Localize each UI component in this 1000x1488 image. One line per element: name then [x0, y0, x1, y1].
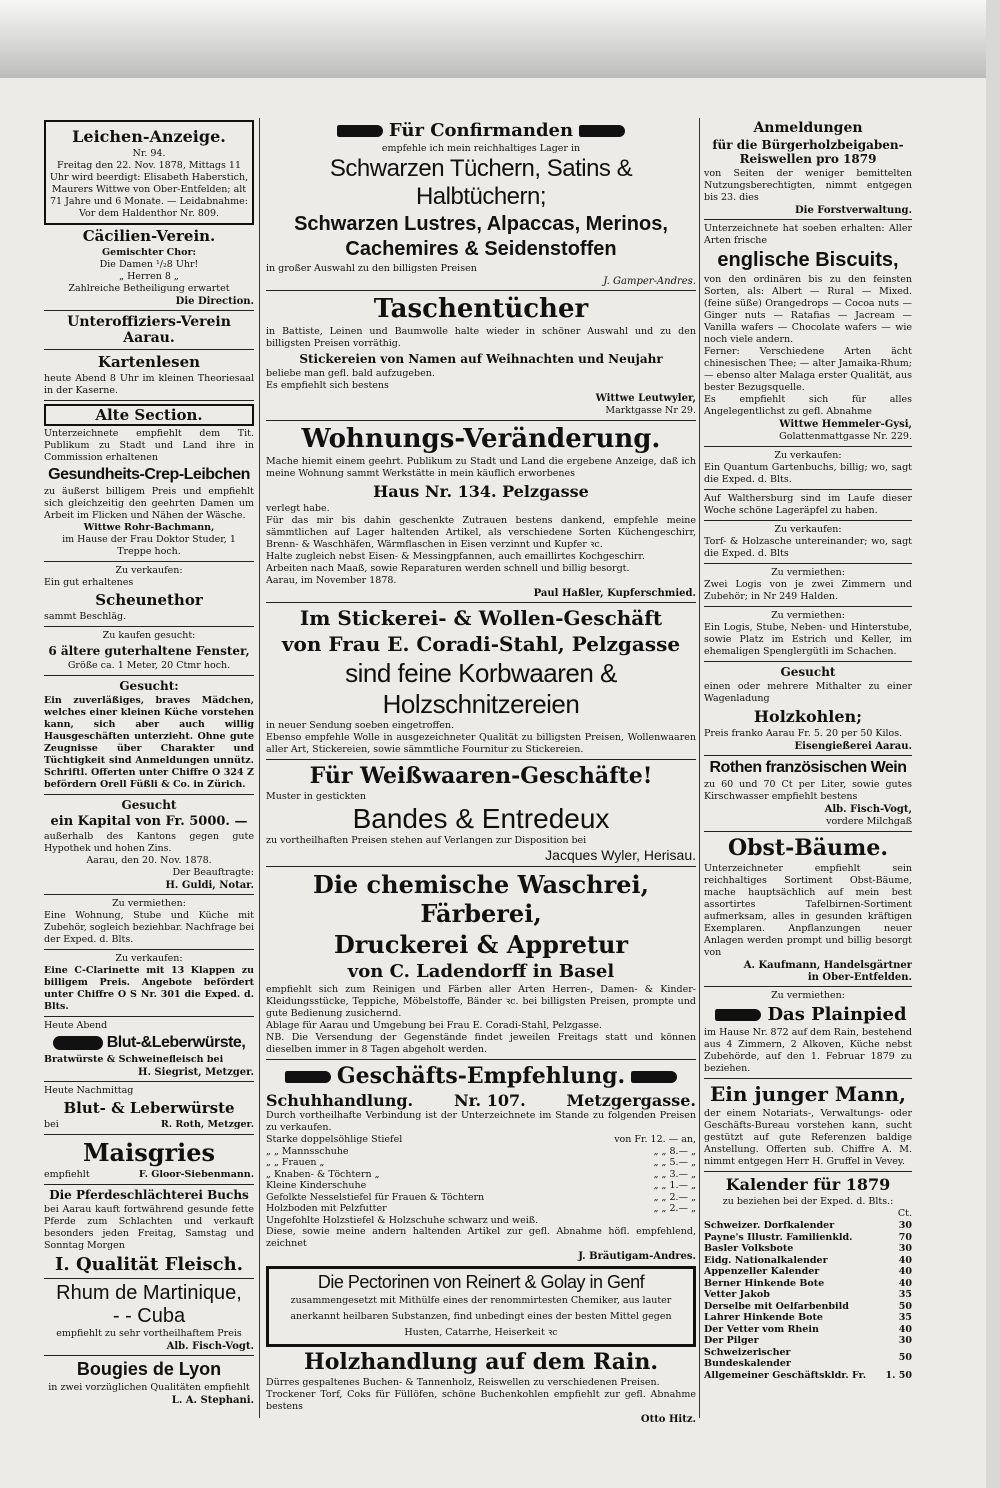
blutwurst-ad-2 [44, 1085, 254, 1131]
ad-title: Zu verkaufen: [774, 450, 842, 461]
price-item: „ „ Mannsschuhe [266, 1145, 349, 1157]
obstbaeume-ad [704, 835, 912, 983]
ad-address: Golattenmattgasse Nr. 229. [779, 431, 912, 442]
kalender-name: Der Vetter vom Rhein [704, 1323, 819, 1335]
holzhandlung-ad [266, 1349, 696, 1425]
logis-ad-2 [704, 610, 912, 658]
kalender-price: 40 [898, 1323, 912, 1335]
ad-headline: sind feine Korbwaaren & Holzschnitzereien [345, 658, 617, 719]
ad-signature: H. Guldi, Notar. [165, 880, 254, 891]
kalender-name: Appenzeller Kalender [704, 1266, 820, 1277]
ad-text: in Battiste, Leinen und Baumwolle halte wieder in schöner Auswahl und zu den billigsten Preisen vorräthig. [266, 326, 696, 349]
blutwurst-ad-1 [44, 1020, 254, 1078]
leichen-anzeige [44, 120, 254, 225]
ad-text: zu beziehen bei der Exped. d. Blts.: [722, 1196, 894, 1207]
price-value: „ „ 2.— „ [653, 1203, 696, 1214]
ad-signature: Eisengießerei Aarau. [794, 741, 912, 752]
kalender-price: 50 [898, 1300, 912, 1312]
ad-line: Muster in gestickten [266, 791, 366, 802]
ad-signature: R. Roth, Metzger. [160, 1119, 254, 1130]
ad-line: Zahlreiche Betheiligung erwartet [68, 283, 230, 294]
wohnung-vermiethen-ad [44, 898, 254, 946]
kalender-name: Berner Hinkende Bote [704, 1277, 825, 1289]
price-value: „ „ 8.— „ [653, 1145, 696, 1157]
ad-text: Torf- & Holzasche untereinander; wo, sagt die Exped. d. Blts [704, 536, 912, 559]
kalender-price: 30 [898, 1243, 912, 1254]
ad-line: „ Herren 8 „ [119, 271, 179, 282]
page-top-shadow [0, 0, 1000, 78]
kalender-row [704, 1255, 912, 1267]
ad-headline: Das Plainpied [767, 1004, 907, 1025]
kalender-row [704, 1243, 912, 1255]
kalender-price: 50 [898, 1352, 912, 1364]
ad-headline: Blut- & Leberwürste [63, 1099, 235, 1117]
kalender-row [704, 1335, 912, 1347]
ad-title: Für Confirmanden [388, 120, 574, 141]
ad-headline: Kalender für 1879 [725, 1175, 891, 1194]
kartenlesen-ad [44, 353, 254, 397]
maisgries-ad [44, 1138, 254, 1181]
ad-text: Unterzeichnete hat soeben erhalten: Aller Arten frische [704, 223, 912, 246]
ad-headline: englische Biscuits, [717, 249, 899, 271]
ad-signature: J. Gamper-Andres. [603, 276, 696, 287]
ad-line: sammt Beschläg. [44, 611, 127, 622]
ad-headline: Maisgries [82, 1138, 216, 1167]
kalender-price: 40 [898, 1277, 912, 1289]
ad-headline: Rhum de Martinique, [56, 1282, 242, 1304]
ad-text: Eine Wohnung, Stube und Küche mit Zubehör, sogleich beziehbar. Nachfrage bei der Exped. d. Blts. [44, 910, 254, 945]
ad-text: in zwei vorzüglichen Qualitäten empfiehlt [48, 1382, 250, 1393]
ad-line: zu vortheilhaften Preisen stehen auf Verlangen zur Disposition bei [266, 835, 587, 846]
ad-line: für die Bürgerholzbeigaben-Reiswellen pro 1879 [712, 138, 904, 166]
ad-text: Ein Logis, Stube, Neben- und Hinterstube, sowie Platz im Estrich und Keller, im ehemaligen Spenglergütli im Schachen. [704, 622, 912, 657]
ad-line: empfiehlt [44, 1169, 90, 1180]
ad-headline: Scheunethor [95, 591, 203, 609]
pointing-hand-icon [337, 125, 383, 137]
ad-headline: Cachemires & Seidenstoffen [345, 238, 617, 260]
ad-text: empfiehlt sich zum Reinigen und Färben aller Arten Herren-, Damen- & Kinder-Kleidungsstücke, Teppiche, Möbelstoffe, Bänder ꝛc. bei billigsten Preisen, prompte und gute Bedienung zusichernd. Ablage für Aarau und Umgebung bei Frau E. Coradi-Stahl, Pelzgasse. NB. Die Versendung der Gegenstände findet jeweilen Freitags statt und können dieselben immer in 8 Tagen abgeholt werden. [266, 984, 696, 1055]
price-value: „ „ 3.— „ [653, 1168, 696, 1180]
ad-title: Cäcilien-Verein. [82, 227, 216, 245]
ad-text: einen oder mehrere Mithalter zu einer Wagenladung [704, 681, 912, 704]
price-item: Gefolkte Nesselstiefel für Frauen & Töchtern [266, 1191, 485, 1203]
ad-headline: Metzgergasse. [566, 1091, 696, 1110]
waescherei-ad [266, 870, 696, 1056]
price-item: Starke doppelsöhlige Stiefel [266, 1134, 403, 1145]
caecilien-ad [44, 227, 254, 307]
ad-headline: Bandes & Entredeux [352, 803, 610, 834]
walthersburg-ad: Auf Walthersburg sind im Laufe dieser Woche schöne Lageräpfel zu haben. [704, 493, 912, 516]
ad-title: Zu vermiethen: [771, 567, 845, 578]
ad-title: Gesucht [780, 665, 836, 679]
pferdeschlaechterei-ad [44, 1188, 254, 1275]
ad-title: Kartenlesen [97, 353, 201, 371]
ad-text: von den ordinären bis zu den feinsten Sorten, als: Albert — Rural — Mixed. (feine süße) Orangedrops — Cocoa nuts — Ginger nuts — Ratafias — Jacream — Vanilla wafers — Chocolate wafers — wie noch viele andern. Ferner: Verschiedene Arten ächt chinesischen Thee; — alter Jamaika-Rhum; — ebenso alter Malaga erster Qualität, aus bester Bezugsquelle. Es empfiehlt sich für alles Angelegentlichst zu gefl. Abnahme [704, 274, 912, 417]
ad-signature: Alb. Fisch-Vogt. [166, 1341, 254, 1352]
ad-headline: Obst-Bäume. [727, 835, 888, 861]
ad-text: empfiehlt zu sehr vortheilhaftem Preis [56, 1328, 242, 1339]
price-value: „ „ 5.— „ [653, 1157, 696, 1168]
price-item: „ Knaben- & Töchtern „ [266, 1168, 380, 1180]
ad-title: Zu verkaufen: [115, 565, 183, 576]
kalender-row [704, 1289, 912, 1301]
price-table [266, 1134, 696, 1226]
rhum-ad [44, 1282, 254, 1352]
kalender-list [704, 1220, 912, 1381]
ad-text: Durch vortheilhafte Verbindung ist der Unterzeichnete im Stande zu folgenden Preisen zu verkaufen. [266, 1110, 696, 1133]
ad-line: in großer Auswahl zu den billigsten Preisen [266, 263, 477, 274]
ad-headline: - - Cuba [112, 1305, 186, 1327]
price-item: Ungefohlte Holzstiefel & Holzschuhe schwarz und weiß. [266, 1214, 539, 1226]
ad-title: Anmeldungen [753, 120, 863, 136]
column-rule [259, 118, 260, 1418]
bougies-ad [44, 1359, 254, 1406]
ad-title: Zu kaufen gesucht: [102, 630, 196, 641]
ad-text: in neuer Sendung soeben eingetroffen. Ebenso empfehle Wolle in ausgezeichneter Qualität zu billigsten Preisen, Wollenwaaren aller Art, Stickereien, sowie sämmtliche Fournitur zu Stickereien. [266, 720, 696, 755]
scheunethor-ad [44, 565, 254, 623]
ad-headline: Blut-&Leberwürste, [106, 1034, 246, 1051]
price-row [266, 1146, 696, 1158]
ad-line: Heute Nachmittag [44, 1085, 134, 1096]
junger-mann-ad [704, 1082, 912, 1168]
ad-text: bei Aarau kauft fortwährend gesunde fette Pferde zum Schlachten und verkauft besonders jeden Freitag, Samstag und Sonntag Morgen [44, 1204, 254, 1251]
ad-text: Diese, sowie meine andern haltenden Artikel zur gefl. Abnahme höfl. empfehlend, zeichnet [266, 1226, 696, 1249]
price-row [266, 1192, 696, 1204]
ad-text: der einem Notariats-, Verwaltungs- oder Geschäfts-Bureau vorstehen kann, sucht gestützt auf gute Referenzen baldige Anstellung. Offerten sub. Chiffre A. M. nimmt entgegen Herr H. Gruffel in Vevey. [704, 1108, 912, 1167]
left-column [44, 118, 254, 1407]
kalender-price: 70 [898, 1231, 912, 1243]
biscuits-ad [704, 223, 912, 443]
kalender-name: Der Pilger [704, 1335, 759, 1346]
kalender-price: 30 [898, 1335, 912, 1346]
ad-headline: Im Stickerei- & Wollen-Geschäft [299, 606, 663, 630]
ad-headline: Haus Nr. 134. Pelzgasse [373, 482, 589, 501]
price-value: von Fr. 12. — an, [614, 1134, 696, 1145]
price-value: „ „ 1.— „ [653, 1180, 696, 1191]
ad-line: Die Damen ¹/₂8 Uhr! [99, 259, 199, 270]
ad-address: Marktgasse Nr 29. [605, 405, 696, 416]
kalender-name: Allgemeiner Geschäftskldr. Fr. [704, 1369, 867, 1381]
ad-text: im Hause Nr. 872 auf dem Rain, bestehend aus 4 Zimmern, 2 Alkoven, Küche nebst Zubehörde, auf den 1. Februar 1879 zu beziehen. [704, 1027, 912, 1074]
ad-title: Holzhandlung auf dem Rain. [303, 1349, 659, 1375]
ad-headline: 6 ältere guterhaltene Fenster, [48, 644, 250, 658]
ad-signature: F. Gloor-Siebenmann. [138, 1169, 254, 1180]
ad-signature: Alb. Fisch-Vogt, [824, 804, 912, 815]
gartenbuchs-ad [704, 450, 912, 486]
ad-text: außerhalb des Kantons gegen gute Hypothek und hohen Zins. [44, 831, 254, 854]
ad-text: Preis franko Aarau Fr. 5. 20 per 50 Kilos. [704, 728, 903, 739]
pointing-hand-icon [715, 1009, 761, 1021]
ad-headline: Gesundheits-Crep-Leibchen [48, 466, 250, 483]
ad-headline: Die Pectorinen von Reinert & Golay in Genf [317, 1272, 645, 1292]
ad-line: Ein gut erhaltenes [44, 577, 134, 588]
kalender-price: 1. 50 [885, 1369, 912, 1381]
ad-number: Nr. 94. [132, 148, 166, 159]
ad-headline: Bougies de Lyon [76, 1359, 222, 1379]
gesucht-maedchen-ad [44, 679, 254, 791]
center-column [266, 118, 696, 1426]
kalender-row [704, 1301, 912, 1313]
ad-signature: L. A. Stephani. [171, 1395, 254, 1406]
ad-title: Taschentücher [373, 294, 589, 324]
right-column [704, 118, 912, 1381]
logis-ad-1 [704, 567, 912, 603]
ad-title: Zu vermiethen: [112, 898, 186, 909]
price-row [266, 1215, 696, 1227]
price-item: „ „ Frauen „ [266, 1157, 325, 1168]
ad-line: Bratwürste & Schweinefleisch bei [44, 1054, 224, 1065]
ad-text: zu äußerst billigem Preis und empfiehlt sich gleichzeitig den geehrten Damen um Arbeit im Flicken und Nähen der Wäsche. [44, 486, 254, 521]
ad-text: verlegt habe. Für das mir bis dahin geschenkte Zutrauen bestens dankend, empfehle meine sämmtlichen auf Lager haltenden Artikel, als verschiedene Sorten Küchengeschirr, Brenn- & Waschhäfen, Wärmflaschen in Eisen verzinnt und Kupfer ꝛc. Halte zugleich nebst Eisen- & Messingpfannen, auch emaillirtes Kochgeschirr. Arbeiten nach Maaß, sowie Reparaturen werden schnell und billig besorgt. Aarau, im November 1878. [266, 503, 696, 586]
ad-title: Gesucht [121, 798, 177, 812]
taschentuecher-ad [266, 294, 696, 417]
ad-headline: von Frau E. Coradi-Stahl, Pelzgasse [281, 632, 681, 656]
price-row [266, 1180, 696, 1192]
ad-title: Wohnungs-Veränderung. [301, 424, 661, 454]
ad-text: Ein Quantum Gartenbuchs, billig; wo, sagt die Exped. d. Blts. [704, 462, 912, 485]
ad-signature: Paul Haßler, Kupferschmied. [533, 588, 696, 599]
ad-signature: Otto Hitz. [640, 1414, 696, 1425]
ad-signature: Wittwe Leutwyler, [595, 393, 696, 404]
ad-line: beliebe man gefl. bald aufzugeben. [266, 368, 435, 379]
kapital-ad [44, 798, 254, 891]
anmeldungen-ad [704, 120, 912, 216]
kalender-name: Payne's Illustr. Familienkld. [704, 1231, 853, 1243]
ad-address: im Hause der Frau Doktor Studer, 1 Treppe hoch. [62, 534, 236, 557]
ad-headline: Schwarzen Lustres, Alpaccas, Merinos, [294, 213, 668, 235]
ad-text: Ein zuverläßiges, braves Mädchen, welches einer kleinen Küche vorstehen kann, sich aber auch willig Hausgeschäften unterzieht. Ohne gute Zeugnisse über Charakter und Tüchtigkeit sind Anmeldungen unnütz. Schriftl. Offerten unter Chiffre O 324 Z befördern Orell Füßli & Co. in Zürich. [44, 695, 254, 790]
ad-line: Größe ca. 1 Meter, 20 Ctmr hoch. [67, 660, 231, 671]
pectorinen-ad [266, 1266, 696, 1347]
pointing-hand-icon [631, 1071, 677, 1083]
ad-signature: Wittwe Hemmeler-Gysi, [779, 419, 912, 430]
ad-subtitle: empfehle ich mein reichhaltiges Lager in [381, 143, 581, 154]
ad-headline: Holzkohlen; [753, 707, 863, 726]
ad-text: heute Abend 8 Uhr im kleinen Theoriesaal in der Kaserne. [44, 373, 254, 396]
kalender-row [704, 1278, 912, 1290]
ad-line: Stickereien von Namen auf Weihnachten und Neujahr [299, 352, 663, 366]
kalender-name: Derselbe mit Oelfarbenbild [704, 1300, 849, 1312]
ad-headline: I. Qualität Fleisch. [55, 1254, 243, 1275]
schuhhandlung-ad [266, 1063, 696, 1262]
ad-title: Zu verkaufen: [774, 524, 842, 535]
kalender-name: Lahrer Hinkende Bote [704, 1312, 823, 1323]
holzkohlen-ad [704, 665, 912, 752]
ad-title: Leichen-Anzeige. [72, 127, 226, 146]
price-row [266, 1169, 696, 1181]
ad-title: Zu vermiethen: [771, 990, 845, 1001]
ad-headline: Rothen französischen Wein [709, 759, 907, 776]
kalender-name: Schweizer. Dorfkalender [704, 1220, 835, 1231]
ad-address: vordere Milchgaß [826, 816, 912, 827]
pointing-hand-icon [285, 1071, 331, 1083]
ad-signature: A. Kaufmann, Handelsgärtner [743, 960, 912, 971]
kalender-name: Vetter Jakob [704, 1289, 770, 1300]
ad-signature: Wittwe Rohr-Bachmann, [83, 522, 215, 533]
ad-text: Unterzeichneter empfiehlt sein reichhaltiges Sortiment Obst-Bäume, mache hauptsächlich auf mein best assortirtes Tafelbirnen-Sortiment aufmerksam, alles in gesunden kräftigen Exemplaren. Anpflanzungen neuer Anlagen werden prompt und billig besorgt von [704, 863, 912, 958]
wohnungs-veraenderung-ad [266, 424, 696, 599]
price-row [266, 1157, 696, 1169]
confirmanden-ad [266, 120, 696, 287]
price-item: Holzboden mit Pelzfutter [266, 1203, 387, 1214]
ad-title: Für Weißwaaren-Geschäfte! [309, 763, 653, 789]
ad-headline: Schwarzen Tüchern, Satins & Halbtüchern; [329, 155, 633, 210]
kalender-row [704, 1232, 912, 1244]
kalender-row [704, 1324, 912, 1336]
ad-text: Unterzeichnete empfiehlt dem Tit. Publikum zu Stadt und Land ihre in Commission erhaltenen [44, 428, 254, 463]
ad-text: zu 60 und 70 Ct per Liter, sowie gutes Kirschwasser empfiehlt bestens [704, 779, 912, 802]
ad-title: Geschäfts-Empfehlung. [336, 1063, 626, 1089]
ad-text: Eine C-Clarinette mit 13 Klappen zu billigem Preis. Angebote befördert unter Chiffre O S Nr. 301 die Exped. d. Blts. [44, 965, 254, 1012]
ad-headline: Schuhhandlung. [266, 1091, 414, 1110]
kalender-price: 35 [898, 1289, 912, 1300]
kalender-name: Schweizerischer Bundeskalender [704, 1346, 791, 1369]
ad-text: von Seiten der weniger bemittelten Nutzungsberechtigten, nimmt entgegen bis 23. dies [704, 168, 912, 203]
ad-line: Aarau, den 20. Nov. 1878. [86, 855, 212, 866]
torfasche-ad [704, 524, 912, 560]
ad-text: zusammengesetzt mit Mithülfe eines der renommirtesten Chemiker, aus lauter anerkannt heilbaren Substanzen, find unbedingt eines der besten Mittel gegen Husten, Catarrhe, Heiserkeit ꝛc [290, 1295, 672, 1338]
ad-signature: Die Forstverwaltung. [794, 205, 912, 216]
ad-text: Freitag den 22. Nov. 1878, Mittags 11 Uhr wird beerdigt: Elisabeth Haberstich, Maurers Wittwe von Ober-Entfelden; alt 71 Jahre und 6 Monate. — Leidabnahme: Vor dem Haldenthor Nr. 809. [49, 160, 249, 219]
kalender-price: 40 [898, 1266, 912, 1277]
ad-title: Alte Section. [44, 404, 254, 426]
ad-signature: Die Direction. [175, 296, 254, 307]
ad-signature: Jacques Wyler, Herisau. [545, 847, 696, 863]
ad-title: Zu verkaufen: [115, 953, 183, 964]
ad-signature: H. Siegrist, Metzger. [138, 1067, 254, 1078]
ad-headline: Ein junger Mann, [709, 1082, 906, 1106]
price-row [266, 1134, 696, 1146]
sausage-illustration [53, 1036, 103, 1050]
ad-headline: Druckerei & Appretur [333, 930, 629, 959]
ad-headline: Die chemische Waschrei, Färberei, [313, 870, 649, 928]
kalender-name: Eidg. Nationalkalender [704, 1254, 828, 1266]
clarinette-ad [44, 953, 254, 1013]
column-rule [699, 118, 700, 1418]
ad-address: in Ober-Entfelden. [807, 972, 912, 983]
unteroffiziers-title: Unteroffiziers-Verein Aarau. [67, 314, 231, 346]
price-item: Kleine Kinderschuhe [266, 1180, 367, 1191]
plainpied-ad [704, 990, 912, 1075]
ad-title: Die Pferdeschlächterei Buchs [49, 1188, 249, 1202]
ad-headline: ein Kapital von Fr. 5000. — [50, 814, 248, 829]
ad-text: Zwei Logis von je zwei Zimmern und Zubehör; in Nr 249 Halden. [704, 579, 912, 602]
ad-subtitle: Gemischter Chor: [102, 247, 196, 258]
kalender-row [704, 1347, 912, 1370]
ad-text: Mache hiemit einem geehrt. Publikum zu Stadt und Land die ergebene Anzeige, daß ich meine Wohnung sammt Werkstätte in mein käuflich erworbenes [266, 456, 696, 479]
ad-text: Dürres gespaltenes Buchen- & Tannenholz, Reiswellen zu verschiedenen Preisen. Trockener Torf, Coks für Füllöfen, schöne Buchenkohlen empfiehlt zur gefl. Abnahme bestens [266, 1377, 696, 1412]
pointing-hand-icon [579, 125, 625, 137]
price-value: „ „ 2.— „ [653, 1191, 696, 1203]
price-value [597, 1215, 696, 1227]
ad-line: Der Beauftragte: [172, 867, 254, 878]
ad-line: bei [44, 1119, 59, 1130]
page-right-edge [986, 0, 1000, 1488]
alte-section-ad [44, 404, 254, 558]
price-row [266, 1203, 696, 1215]
stickerei-ad [266, 606, 696, 756]
kalender-price: 30 [898, 1220, 912, 1231]
kalender-row [704, 1266, 912, 1278]
ad-title: Zu vermiethen: [771, 610, 845, 621]
wein-ad [704, 759, 912, 828]
kalender-price: 35 [898, 1312, 912, 1323]
ad-line: Es empfiehlt sich bestens [266, 380, 389, 391]
weisswaaren-ad [266, 763, 696, 863]
kalender-ad [704, 1175, 912, 1381]
kalender-price: 40 [898, 1254, 912, 1266]
price-unit: Ct. [897, 1208, 912, 1219]
ad-line: Heute Abend [44, 1020, 108, 1031]
ad-headline: von C. Ladendorff in Basel [347, 961, 615, 982]
kalender-row [704, 1220, 912, 1232]
ad-signature: J. Bräutigam-Andres. [578, 1251, 696, 1262]
kalender-row [704, 1312, 912, 1324]
ad-title: Gesucht: [119, 679, 179, 693]
kalender-row [704, 1370, 912, 1382]
ad-headline: Nr. 107. [453, 1091, 526, 1110]
kalender-name: Basler Volksbote [704, 1243, 794, 1254]
fenster-ad [44, 630, 254, 672]
